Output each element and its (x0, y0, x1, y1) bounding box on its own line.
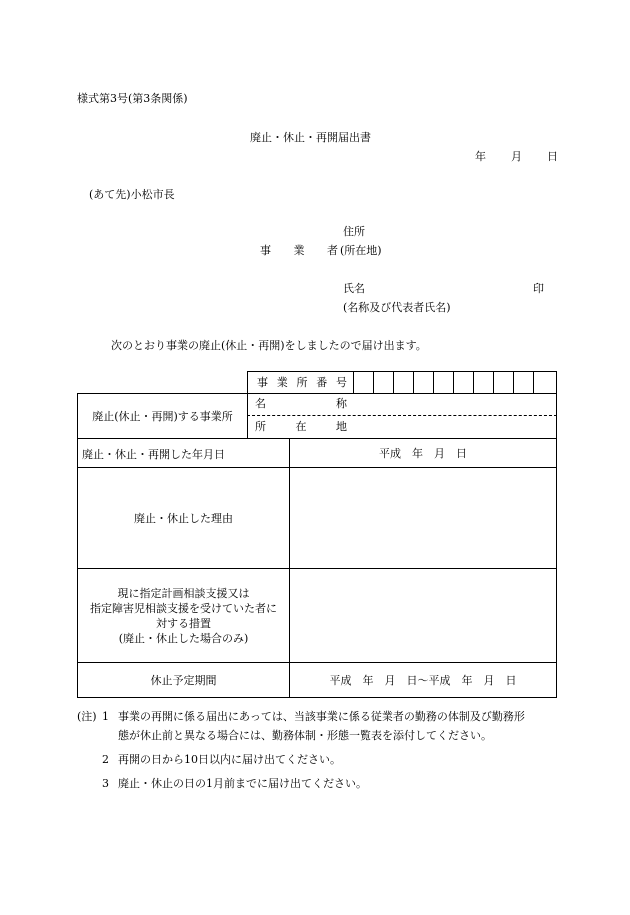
date-row-value: 平成 年 月 日 (379, 446, 467, 460)
notes-prefix: (注) (77, 710, 97, 723)
note-number: 3 (102, 777, 109, 790)
office-location-char: 在 (295, 420, 307, 433)
office-number-char: 業 (276, 376, 288, 389)
note-1-line-2: 態が休止前と異なる場合には、勤務体制・形態一覧表を添付してください。 (118, 729, 492, 742)
note-number: 1 (102, 710, 109, 723)
operator-char: 事 (260, 244, 271, 257)
operator-char: 者 (327, 244, 338, 257)
seal-label: 印 (533, 282, 544, 295)
location-label: (所在地) (340, 244, 382, 257)
measures-label (78, 569, 289, 662)
period-label: 休止予定期間 (150, 673, 217, 687)
office-name-label (255, 398, 347, 409)
operator-char: 業 (293, 244, 305, 257)
submission-table (77, 371, 557, 698)
operator-label (260, 245, 338, 256)
form-number: 様式第3号(第3条関係) (77, 92, 188, 105)
office-location-label (255, 421, 347, 432)
office-name-char: 名 (255, 397, 266, 410)
office-number-char: 番 (316, 376, 328, 389)
measures-line: (廃止・休止した場合のみ) (118, 631, 249, 645)
year-label: 年 (475, 150, 486, 163)
note-3-line-1: 廃止・休止の日の1月前までに届け出てください。 (118, 777, 367, 790)
office-location-char: 所 (255, 420, 266, 433)
measures-line: 指定障害児相談支援を受けていた者に (90, 601, 277, 615)
reason-label: 廃止・休止した理由 (134, 511, 233, 525)
note-number: 2 (102, 753, 109, 766)
addressee: (あて先)小松市長 (89, 188, 175, 201)
office-location-char: 地 (336, 420, 347, 433)
period-value: 平成 年 月 日～平成 年 月 日 (329, 673, 517, 687)
name-note: (名称及び代表者氏名) (343, 301, 451, 314)
measures-line: 現に指定計画相談支援又は (117, 586, 250, 600)
intro-text: 次のとおり事業の廃止(休止・再開)をしましたので届け出ます。 (111, 339, 427, 352)
office-name-char: 称 (336, 397, 347, 410)
office-number-char: 事 (257, 376, 268, 389)
name-label: 氏名 (343, 282, 365, 295)
office-row-label: 廃止(休止・再開)する事業所 (92, 409, 233, 423)
month-label: 月 (511, 150, 522, 163)
day-label: 日 (547, 150, 558, 163)
document-title: 廃止・休止・再開届出書 (250, 131, 371, 144)
date-row-label: 廃止・休止・再開した年月日 (82, 448, 225, 461)
note-2-line-1: 再開の日から10日以内に届け出てください。 (118, 753, 341, 766)
address-label: 住所 (343, 225, 365, 238)
office-number-label (257, 377, 347, 388)
office-number-char: 所 (296, 376, 308, 389)
office-number-char: 号 (336, 376, 347, 389)
measures-line: 対する措置 (156, 616, 211, 630)
note-1-line-1: 事業の再開に係る届出にあっては、当該事業に係る従業者の勤務の体制及び勤務形 (118, 710, 525, 723)
